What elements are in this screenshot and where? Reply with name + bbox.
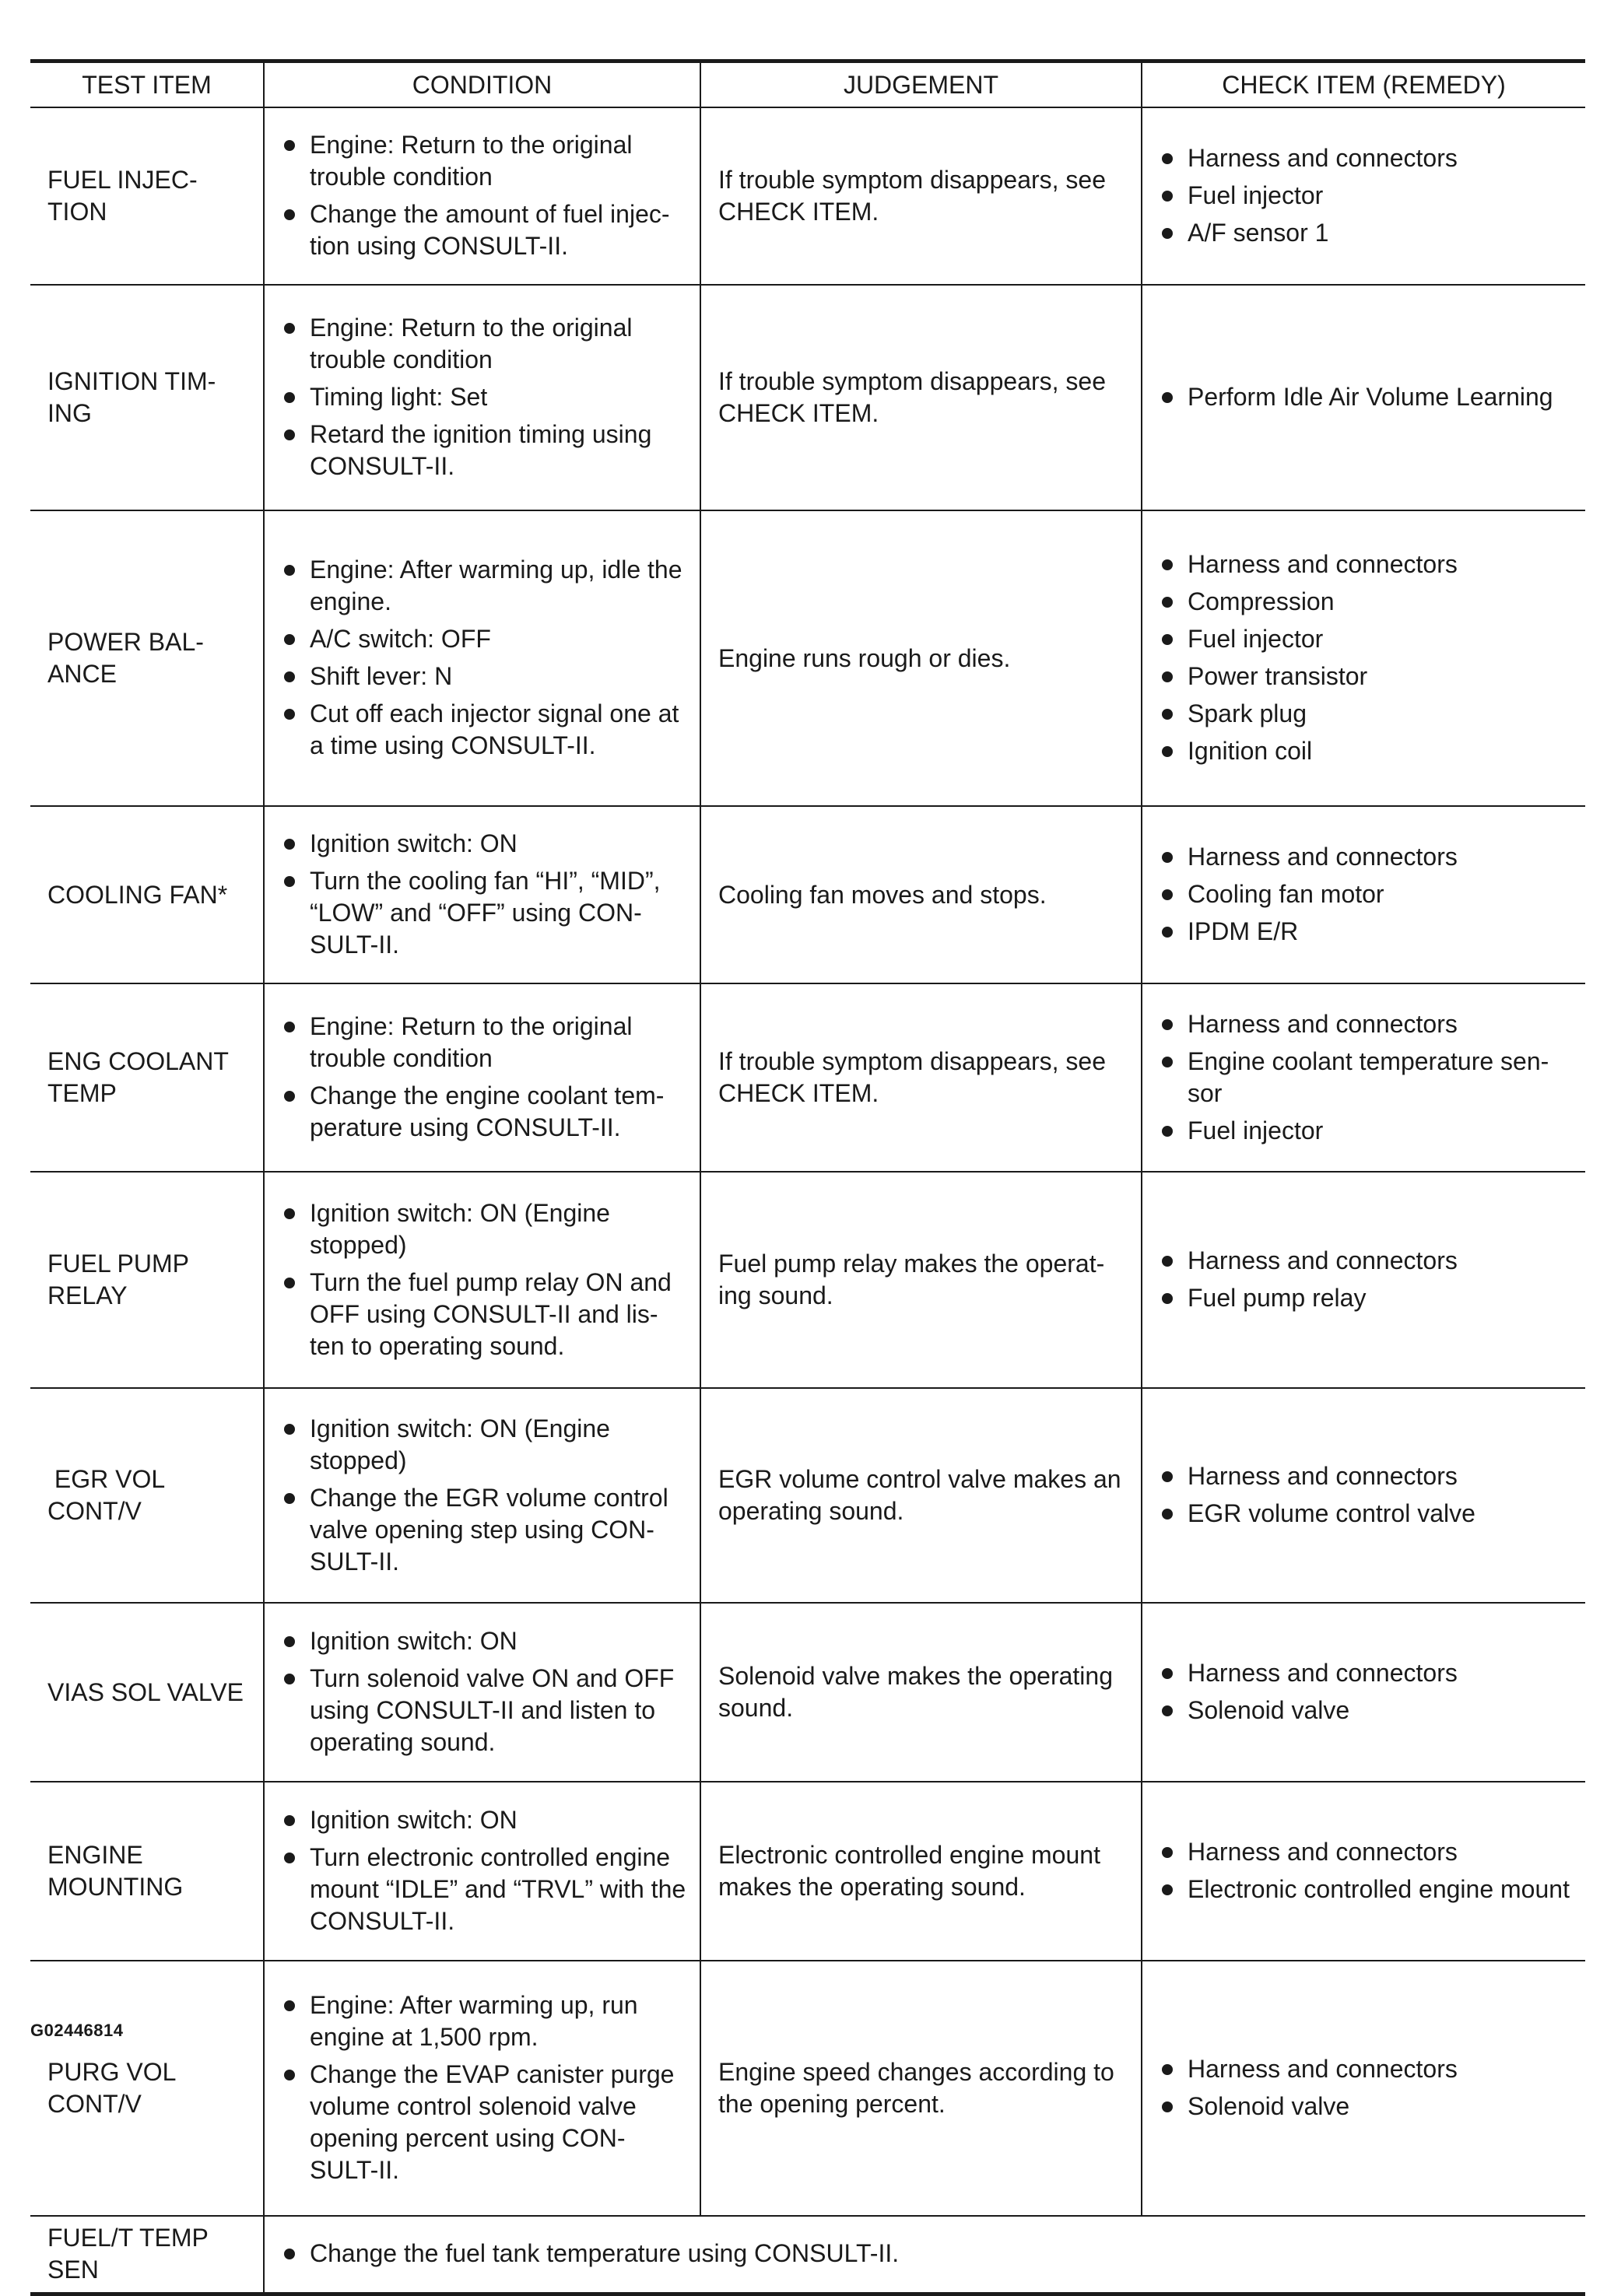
condition-bullet: Engine: Return to the original trouble condition [280,312,690,376]
check-item-list [1158,381,1576,413]
check-item-bullet: Harness and connectors [1158,549,1576,580]
judgement-cell: Cooling fan moves and stops. [700,806,1142,983]
header-row [30,61,1585,108]
condition-bullet: Change the EGR volume control valve opening step using CON-SULT-II. [280,1482,690,1578]
check-item-list [1158,549,1576,767]
test-item-cell [30,806,264,983]
check-item-cell [1142,1388,1585,1603]
check-item-list [1158,1245,1576,1314]
table-body [30,107,1585,2294]
check-item-bullet: Solenoid valve [1158,1695,1576,1726]
table-row [30,806,1585,983]
check-item-list [1158,2053,1576,2122]
condition-bullet: Engine: Return to the original trouble condition [280,129,690,193]
judgement-cell: Engine speed changes according to the opening percent. [700,1961,1142,2216]
condition-bullet: Turn the cooling fan “HI”, “MID”, “LOW” and “OFF” using CON-SULT-II. [280,865,690,961]
check-item-bullet: Fuel injector [1158,623,1576,655]
check-item-bullet: Electronic controlled engine mount [1158,1874,1576,1905]
condition-cell [264,2216,1585,2294]
test-item-cell [30,107,264,285]
condition-bullet: Shift lever: N [280,661,690,692]
test-item-cell [30,510,264,806]
condition-bullet: Change the EVAP canister purge volume control solenoid valve opening percent using CON-SULT-II. [280,2059,690,2186]
check-item-cell [1142,983,1585,1172]
check-item-bullet: Ignition coil [1158,735,1576,767]
check-item-cell [1142,107,1585,285]
check-item-bullet: Harness and connectors [1158,841,1576,873]
condition-list [280,554,690,762]
judgement-cell: If trouble symptom disappears, see CHECK ITEM. [700,285,1142,510]
check-item-cell [1142,1961,1585,2216]
check-item-cell [1142,1172,1585,1388]
table-row [30,285,1585,510]
test-item-label: PURG VOL CONT/V [47,2058,177,2118]
check-item-bullet: Harness and connectors [1158,1657,1576,1689]
test-item-cell [30,1603,264,1782]
check-item-bullet: Power transistor [1158,661,1576,692]
test-item-cell [30,285,264,510]
condition-bullet: Change the amount of fuel injec-tion using CONSULT-II. [280,198,690,262]
check-item-cell [1142,510,1585,806]
test-item-cell [30,1388,264,1603]
condition-bullet: Timing light: Set [280,381,690,413]
condition-bullet: A/C switch: OFF [280,623,690,655]
judgement-cell: EGR volume control valve makes an operating sound. [700,1388,1142,1603]
check-item-bullet: Engine coolant temperature sen-sor [1158,1046,1576,1109]
check-item-bullet: Harness and connectors [1158,2053,1576,2085]
check-item-bullet: Perform Idle Air Volume Learning [1158,381,1576,413]
judgement-cell: If trouble symptom disappears, see CHECK ITEM. [700,983,1142,1172]
judgement-cell: If trouble symptom disappears, see CHECK ITEM. [700,107,1142,285]
check-item-list [1158,1836,1576,1905]
table-row [30,1782,1585,1961]
check-item-bullet: Fuel injector [1158,180,1576,212]
condition-bullet: Turn electronic controlled engine mount “IDLE” and “TRVL” with the CONSULT-II. [280,1842,690,1937]
condition-bullet: Ignition switch: ON [280,828,690,860]
condition-bullet: Engine: After warming up, run engine at 1,500 rpm. [280,1989,690,2053]
test-item-label: VIAS SOL VALVE [47,1677,244,1706]
condition-list [280,1989,690,2186]
condition-bullet: Ignition switch: ON (Engine stopped) [280,1197,690,1261]
condition-cell [264,1172,700,1388]
check-item-bullet: Harness and connectors [1158,1245,1576,1277]
table-row [30,1388,1585,1603]
table-row [30,1603,1585,1782]
header-check-item: CHECK ITEM (REMEDY) [1142,61,1585,108]
condition-list [280,1413,690,1578]
judgement-cell: Solenoid valve makes the operating sound. [700,1603,1142,1782]
check-item-bullet: EGR volume control valve [1158,1498,1576,1530]
condition-list [280,312,690,482]
condition-list [280,828,690,961]
test-item-label: FUEL INJEC- TION [47,166,198,226]
test-item-label: ENGINE MOUNTING [47,1841,184,1901]
condition-bullet: Ignition switch: ON (Engine stopped) [280,1413,690,1477]
test-item-cell [30,2216,264,2294]
condition-bullet: Engine: Return to the original trouble condition [280,1011,690,1074]
check-item-bullet: Fuel pump relay [1158,1282,1576,1314]
test-item-cell [30,983,264,1172]
check-item-bullet: Harness and connectors [1158,142,1576,174]
check-item-bullet: Fuel injector [1158,1115,1576,1147]
test-item-cell [30,1961,264,2216]
condition-bullet: Turn solenoid valve ON and OFF using CONSULT-II and listen to operating sound. [280,1663,690,1758]
check-item-bullet: Solenoid valve [1158,2091,1576,2122]
test-item-label: FUEL PUMP RELAY [47,1250,189,1309]
table-row [30,983,1585,1172]
test-item-label: ENG COOLANT TEMP [47,1047,229,1107]
condition-list [280,1804,690,1937]
header-judgement: JUDGEMENT [700,61,1142,108]
check-item-bullet: Harness and connectors [1158,1836,1576,1868]
check-item-bullet: Harness and connectors [1158,1008,1576,1040]
condition-bullet: Cut off each injector signal one at a time using CONSULT-II. [280,698,690,762]
check-item-bullet: Cooling fan motor [1158,878,1576,910]
header-test-item: TEST ITEM [30,61,264,108]
judgement-cell: Electronic controlled engine mount makes the operating sound. [700,1782,1142,1961]
check-item-bullet: Spark plug [1158,698,1576,730]
check-item-bullet: A/F sensor 1 [1158,217,1576,249]
check-item-cell [1142,1603,1585,1782]
condition-cell [264,510,700,806]
condition-cell [264,1961,700,2216]
table-row [30,510,1585,806]
check-item-list [1158,142,1576,249]
check-item-cell [1142,285,1585,510]
check-item-bullet: Harness and connectors [1158,1460,1576,1492]
header-condition: CONDITION [264,61,700,108]
check-item-cell [1142,1782,1585,1961]
check-item-list [1158,841,1576,948]
condition-cell [264,983,700,1172]
table-row [30,1961,1585,2216]
test-item-label: POWER BAL- ANCE [47,628,204,688]
table-row [30,107,1585,285]
test-item-label: IGNITION TIM- ING [47,367,216,427]
judgement-cell: Engine runs rough or dies. [700,510,1142,806]
check-item-list [1158,1008,1576,1147]
condition-list [280,1197,690,1362]
check-item-bullet: Compression [1158,586,1576,618]
condition-cell [264,1782,700,1961]
condition-bullet: Engine: After warming up, idle the engine. [280,554,690,618]
condition-cell [264,107,700,285]
test-item-label: FUEL/T TEMP SEN [47,2224,209,2284]
condition-cell [264,285,700,510]
check-item-list [1158,1657,1576,1726]
judgement-cell: Fuel pump relay makes the operat-ing sound. [700,1172,1142,1388]
condition-list [280,1625,690,1758]
condition-bullet: Ignition switch: ON [280,1804,690,1836]
condition-bullet: Retard the ignition timing using CONSULT-II. [280,419,690,482]
test-item-cell [30,1172,264,1388]
test-item-label: EGR VOL CONT/V [47,1465,166,1525]
condition-cell [264,806,700,983]
table-row [30,2216,1585,2294]
table-row [30,1172,1585,1388]
condition-bullet: Change the fuel tank temperature using CONSULT-II. [280,2238,1576,2270]
condition-list [280,2238,1576,2270]
figure-id: G02446814 [30,2021,124,2040]
test-item-label: COOLING FAN* [47,880,228,909]
check-item-cell [1142,806,1585,983]
test-table [30,59,1585,2296]
condition-bullet: Change the engine coolant tem-perature using CONSULT-II. [280,1080,690,1144]
condition-list [280,129,690,262]
test-item-cell [30,1782,264,1961]
condition-bullet: Ignition switch: ON [280,1625,690,1657]
check-item-list [1158,1460,1576,1530]
condition-cell [264,1603,700,1782]
condition-bullet: Turn the fuel pump relay ON and OFF using CONSULT-II and lis-ten to operating sound. [280,1267,690,1362]
check-item-bullet: IPDM E/R [1158,916,1576,948]
condition-cell [264,1388,700,1603]
condition-list [280,1011,690,1144]
